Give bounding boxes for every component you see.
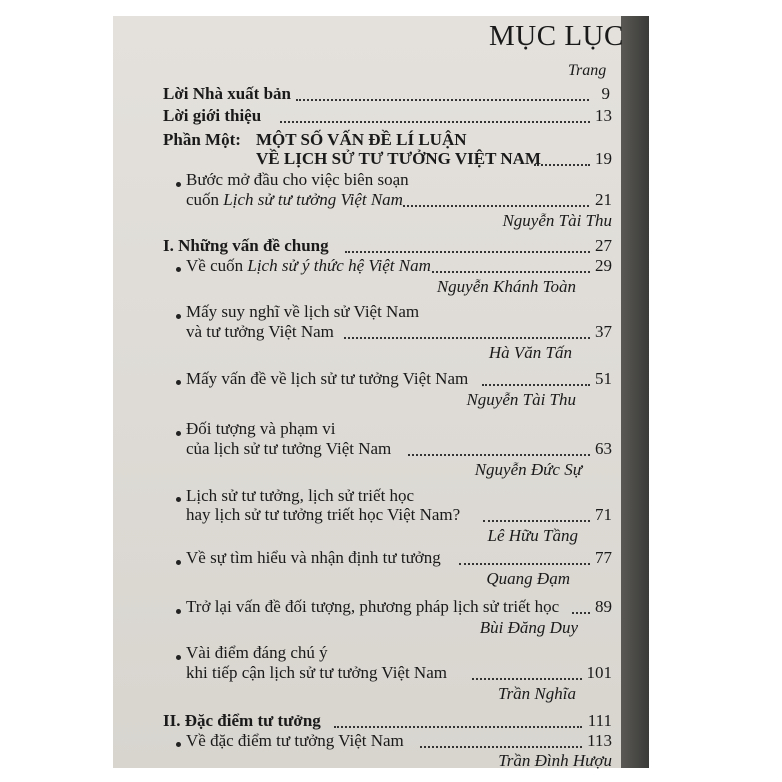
- dot-leader: [420, 746, 582, 748]
- toc-entry-line: của lịch sử tư tưởng Việt Nam: [186, 439, 392, 458]
- toc-entry-line: hay lịch sử tư tưởng triết học Việt Nam?: [186, 505, 461, 524]
- toc-entry-line: Mấy vấn đề về lịch sử tư tưởng Việt Nam: [186, 369, 469, 388]
- dot-leader: [572, 612, 590, 614]
- entry-text: Về cuốn: [186, 256, 248, 275]
- book-edge-shadow: [621, 16, 649, 768]
- author: Quang Đạm: [486, 569, 570, 588]
- toc-entry-line: Lịch sử tư tưởng, lịch sử triết học: [186, 486, 415, 505]
- toc-entry-line: [186, 256, 431, 276]
- page-number: 113: [587, 731, 612, 750]
- dot-leader: [534, 164, 590, 166]
- toc-entry-line: Vài điểm đáng chú ý: [186, 643, 328, 662]
- author: Nguyễn Tài Thu: [502, 211, 612, 230]
- author: Trần Đình Hượu: [498, 751, 612, 770]
- toc-entry-line: Về đặc điểm tư tưởng Việt Nam: [186, 731, 404, 750]
- page-number: 77: [595, 548, 612, 567]
- dot-leader: [408, 454, 590, 456]
- toc-entry-line: khi tiếp cận lịch sử tư tưởng Việt Nam: [186, 663, 447, 682]
- dot-leader: [459, 563, 590, 565]
- dot-leader: [483, 520, 590, 522]
- page-number: 13: [595, 106, 612, 125]
- page-title: MỤC LỤC: [489, 20, 624, 52]
- part-prefix: Phần Một:: [163, 130, 241, 149]
- bullet-icon: [176, 742, 181, 747]
- page-column-label: Trang: [568, 62, 607, 79]
- toc-entry-line: Trở lại vấn đề đối tượng, phương pháp lịch sử triết học: [186, 597, 560, 616]
- dot-leader: [280, 121, 590, 123]
- author: Bùi Đăng Duy: [479, 618, 578, 637]
- page-number: 19: [595, 149, 612, 168]
- page-number: 21: [595, 190, 612, 209]
- toc-entry-publisher-note: Lời Nhà xuất bản: [163, 84, 291, 103]
- bullet-icon: [176, 380, 181, 385]
- toc-entry-line: Đối tượng và phạm vi: [186, 419, 336, 438]
- dot-leader: [345, 251, 590, 253]
- bullet-icon: [176, 497, 181, 502]
- page-number: 51: [595, 369, 612, 388]
- part-title-line2: VỀ LỊCH SỬ TƯ TƯỞNG VIỆT NAM: [256, 149, 541, 168]
- dot-leader: [334, 726, 582, 728]
- bullet-icon: [176, 560, 181, 565]
- author: Hà Văn Tấn: [488, 343, 572, 362]
- bullet-icon: [176, 314, 181, 319]
- dot-leader: [472, 678, 582, 680]
- bullet-icon: [176, 431, 181, 436]
- dot-leader: [432, 271, 590, 273]
- author: Nguyễn Khánh Toàn: [436, 277, 576, 296]
- entry-text: cuốn: [186, 190, 224, 209]
- page-number: 9: [601, 84, 610, 103]
- dot-leader: [482, 384, 590, 386]
- page-number: 111: [587, 711, 612, 730]
- author: Nguyễn Đức Sự: [474, 460, 582, 479]
- bullet-icon: [176, 182, 181, 187]
- toc-entry-introduction: Lời giới thiệu: [163, 106, 262, 125]
- author: Lê Hữu Tầng: [487, 526, 578, 545]
- page-number: 71: [595, 505, 612, 524]
- book-title: Lịch sử tư tưởng Việt Nam: [223, 190, 403, 209]
- page-number: 29: [595, 256, 612, 275]
- page-number: 63: [595, 439, 612, 458]
- dot-leader: [296, 99, 589, 101]
- part-title-line1: MỘT SỐ VẤN ĐỀ LÍ LUẬN: [256, 130, 467, 149]
- dot-leader: [403, 205, 589, 207]
- author: Nguyễn Tài Thu: [466, 390, 576, 409]
- toc-entry-line: Mấy suy nghĩ về lịch sử Việt Nam: [186, 302, 420, 321]
- page-number: 89: [595, 597, 612, 616]
- section-heading: I. Những vấn đề chung: [163, 236, 329, 255]
- page-number: 27: [595, 236, 612, 255]
- author: Trần Nghĩa: [498, 684, 576, 703]
- page-number: 37: [595, 322, 612, 341]
- bullet-icon: [176, 655, 181, 660]
- toc-entry-line: Bước mở đầu cho việc biên soạn: [186, 170, 409, 189]
- toc-entry-line: [186, 190, 403, 210]
- bullet-icon: [176, 609, 181, 614]
- bullet-icon: [176, 267, 181, 272]
- toc-entry-line: và tư tưởng Việt Nam: [186, 322, 334, 341]
- dot-leader: [344, 337, 590, 339]
- book-title: Lịch sử ý thức hệ Việt Nam: [247, 256, 431, 275]
- toc-entry-line: Về sự tìm hiểu và nhận định tư tưởng: [186, 548, 441, 567]
- section-heading: II. Đặc điểm tư tưởng: [163, 711, 321, 730]
- page-number: 101: [586, 663, 612, 682]
